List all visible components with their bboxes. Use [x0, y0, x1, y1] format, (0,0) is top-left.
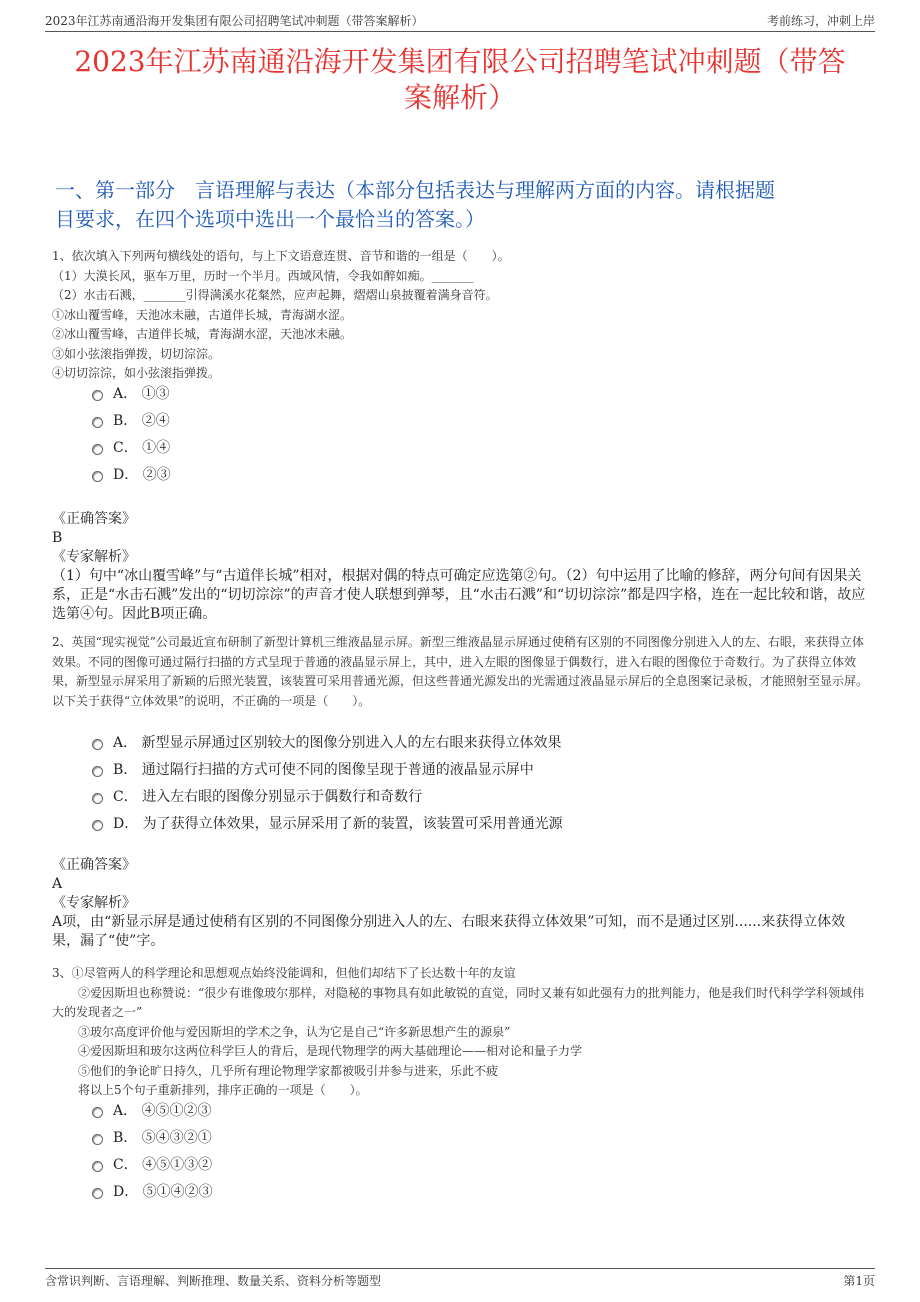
- radio-icon[interactable]: [92, 766, 103, 777]
- radio-icon[interactable]: [92, 390, 103, 401]
- question-1-options: [92, 381, 171, 489]
- q1-line: ①冰山覆雪峰，天池冰未融，古道伴长城，青海湖水涩。: [52, 307, 353, 322]
- radio-icon[interactable]: [92, 1134, 103, 1145]
- radio-icon[interactable]: [92, 793, 103, 804]
- radio-icon[interactable]: [92, 1107, 103, 1118]
- q3-line: ②爱因斯坦也称赞说：“很少有谁像玻尔那样，对隐秘的事物具有如此敏锐的直觉，同时又兼有如此强有力的批判能力，他是我们时代科学学科领域伟大的发现者之一”: [52, 985, 865, 1019]
- question-2-answer: [52, 856, 868, 951]
- analysis-label: 《专家解析》: [52, 549, 136, 565]
- header-doc-title: 2023年江苏南通沿海开发集团有限公司招聘笔试冲刺题（带答案解析）: [45, 14, 424, 28]
- q1-option-b[interactable]: B． ②④: [92, 408, 171, 435]
- q1-line: ③如小弦滚指弹拨，切切淙淙。: [52, 346, 221, 361]
- footer-divider: [45, 1268, 875, 1269]
- radio-icon[interactable]: [92, 1161, 103, 1172]
- q2-option-d[interactable]: D． 为了获得立体效果，显示屏采用了新的装置，该装置可采用普通光源: [92, 811, 563, 838]
- radio-icon[interactable]: [92, 820, 103, 831]
- footer-description: 含常识判断、言语理解、判断推理、数量关系、资料分析等题型: [45, 1274, 382, 1288]
- q2-question-text: 以下关于获得“立体效果”的说明，不正确的一项是（ ）。: [52, 693, 371, 708]
- section-heading-line-2: 目要求，在四个选项中选出一个最恰当的答案。）: [55, 207, 485, 231]
- question-1-stem: [52, 247, 868, 384]
- section-heading-line-1: 一、第一部分 言语理解与表达（本部分包括表达与理解两方面的内容。请根据题: [55, 178, 775, 202]
- header-slogan: 考前练习，冲刺上岸: [766, 14, 875, 28]
- radio-icon[interactable]: [92, 739, 103, 750]
- q2-option-a[interactable]: A． 新型显示屏通过区别较大的图像分别进入人的左右眼来获得立体效果: [92, 730, 563, 757]
- page-number: 第1页: [843, 1274, 875, 1288]
- q2-stem-text: 2、英国“现实视觉”公司最近宣布研制了新型计算机三维液晶显示屏。新型三维液晶显示屏通过使稍有区别的不同图像分别进入人的左、右眼，来获得立体效果。不同的图像可通过隔行扫描的方式呈现于普通的液晶显示屏上，其中，进入左眼的图像显于偶数行，进入右眼的图像位于奇数行。为了获得立体效果，新型显示屏采用了新颖的后照光装置，该装置可采用普通光源，但这些普通光源发出的光需通过液晶显示屏后的全息图案记录板，才能照射至显示屏。: [52, 635, 869, 688]
- answer-label: 《正确答案》: [52, 857, 136, 873]
- question-2-stem: [52, 633, 868, 711]
- q3-line: 将以上5个句子重新排列，排序正确的一项是（ ）。: [78, 1083, 368, 1097]
- q3-option-b[interactable]: B． ⑤④③②①: [92, 1125, 213, 1152]
- q1-line: 1、依次填入下列两句横线处的语句，与上下文语意连贯、音节和谐的一组是（ ）。: [52, 249, 510, 263]
- radio-icon[interactable]: [92, 471, 103, 482]
- q2-option-c[interactable]: C． 进入左右眼的图像分别显示于偶数行和奇数行: [92, 784, 563, 811]
- q3-line: 3、①尽管两人的科学理论和思想观点始终没能调和，但他们却结下了长达数十年的友谊: [52, 966, 516, 980]
- q1-line: （2）水击石溅，_______引得满溪水花粲然，应声起舞，熠熠山泉披覆着满身音符。: [52, 288, 498, 302]
- q1-option-d[interactable]: D． ②③: [92, 462, 171, 489]
- question-3-stem: [52, 964, 868, 1101]
- q3-option-a[interactable]: A． ④⑤①②③: [92, 1098, 213, 1125]
- title-line-1: 2023年江苏南通沿海开发集团有限公司招聘笔试冲刺题（带答: [74, 45, 846, 78]
- question-1-answer: [52, 510, 868, 624]
- title-line-2: 案解析）: [403, 81, 516, 114]
- q3-option-d[interactable]: D． ⑤①④②③: [92, 1179, 213, 1206]
- q1-option-c[interactable]: C． ①④: [92, 435, 171, 462]
- q2-option-b[interactable]: B． 通过隔行扫描的方式可使不同的图像呈现于普通的液晶显示屏中: [92, 757, 563, 784]
- q1-line: （1）大漠长风，驱车万里，历时一个半月。西域风情，令我如醉如痴。_______: [52, 268, 474, 283]
- page-title: [50, 44, 870, 116]
- analysis-text: A项，由“新显示屏是通过使稍有区别的不同图像分别进入人的左、右眼来获得立体效果”可知，而不是通过区别......来获得立体效果，漏了“使”字。: [52, 914, 846, 949]
- radio-icon[interactable]: [92, 444, 103, 455]
- question-2-options: [92, 730, 563, 838]
- analysis-text: （1）句中“冰山覆雪峰”与“古道伴长城”相对，根据对偶的特点可确定应选第②句。（2）句中运用了比喻的修辞，两分句间有因果关系，正是“水击石溅”发出的“切切淙淙”的声音才使人联想到弹琴，且“水击石溅”和“切切淙淙”都是四字格，连在一起比较和谐，故应选第④句。因此B项正确。: [52, 568, 866, 622]
- answer-label: 《正确答案》: [52, 511, 136, 527]
- question-3-options: [92, 1098, 213, 1206]
- q3-option-c[interactable]: C． ④⑤①③②: [92, 1152, 213, 1179]
- q3-line: ④爱因斯坦和玻尔这两位科学巨人的背后，是现代物理学的两大基础理论——相对论和量子力学: [78, 1044, 583, 1058]
- radio-icon[interactable]: [92, 1188, 103, 1199]
- q1-line: ④切切淙淙，如小弦滚指弹拨。: [52, 366, 221, 380]
- q1-line: ②冰山覆雪峰，古道伴长城，青海湖水涩，天池冰未融。: [52, 327, 353, 341]
- radio-icon[interactable]: [92, 417, 103, 428]
- q1-option-a[interactable]: A． ①③: [92, 381, 171, 408]
- q3-line: ③玻尔高度评价他与爱因斯坦的学术之争，认为它是自己“许多新思想产生的源泉”: [78, 1024, 511, 1039]
- answer-value: B: [52, 530, 63, 546]
- q3-line: ⑤他们的争论旷日持久，几乎所有理论物理学家都被吸引并参与进来，乐此不疲: [78, 1063, 499, 1078]
- header-divider: [45, 31, 875, 32]
- section-heading: [55, 176, 865, 234]
- analysis-label: 《专家解析》: [52, 895, 136, 911]
- answer-value: A: [52, 876, 63, 892]
